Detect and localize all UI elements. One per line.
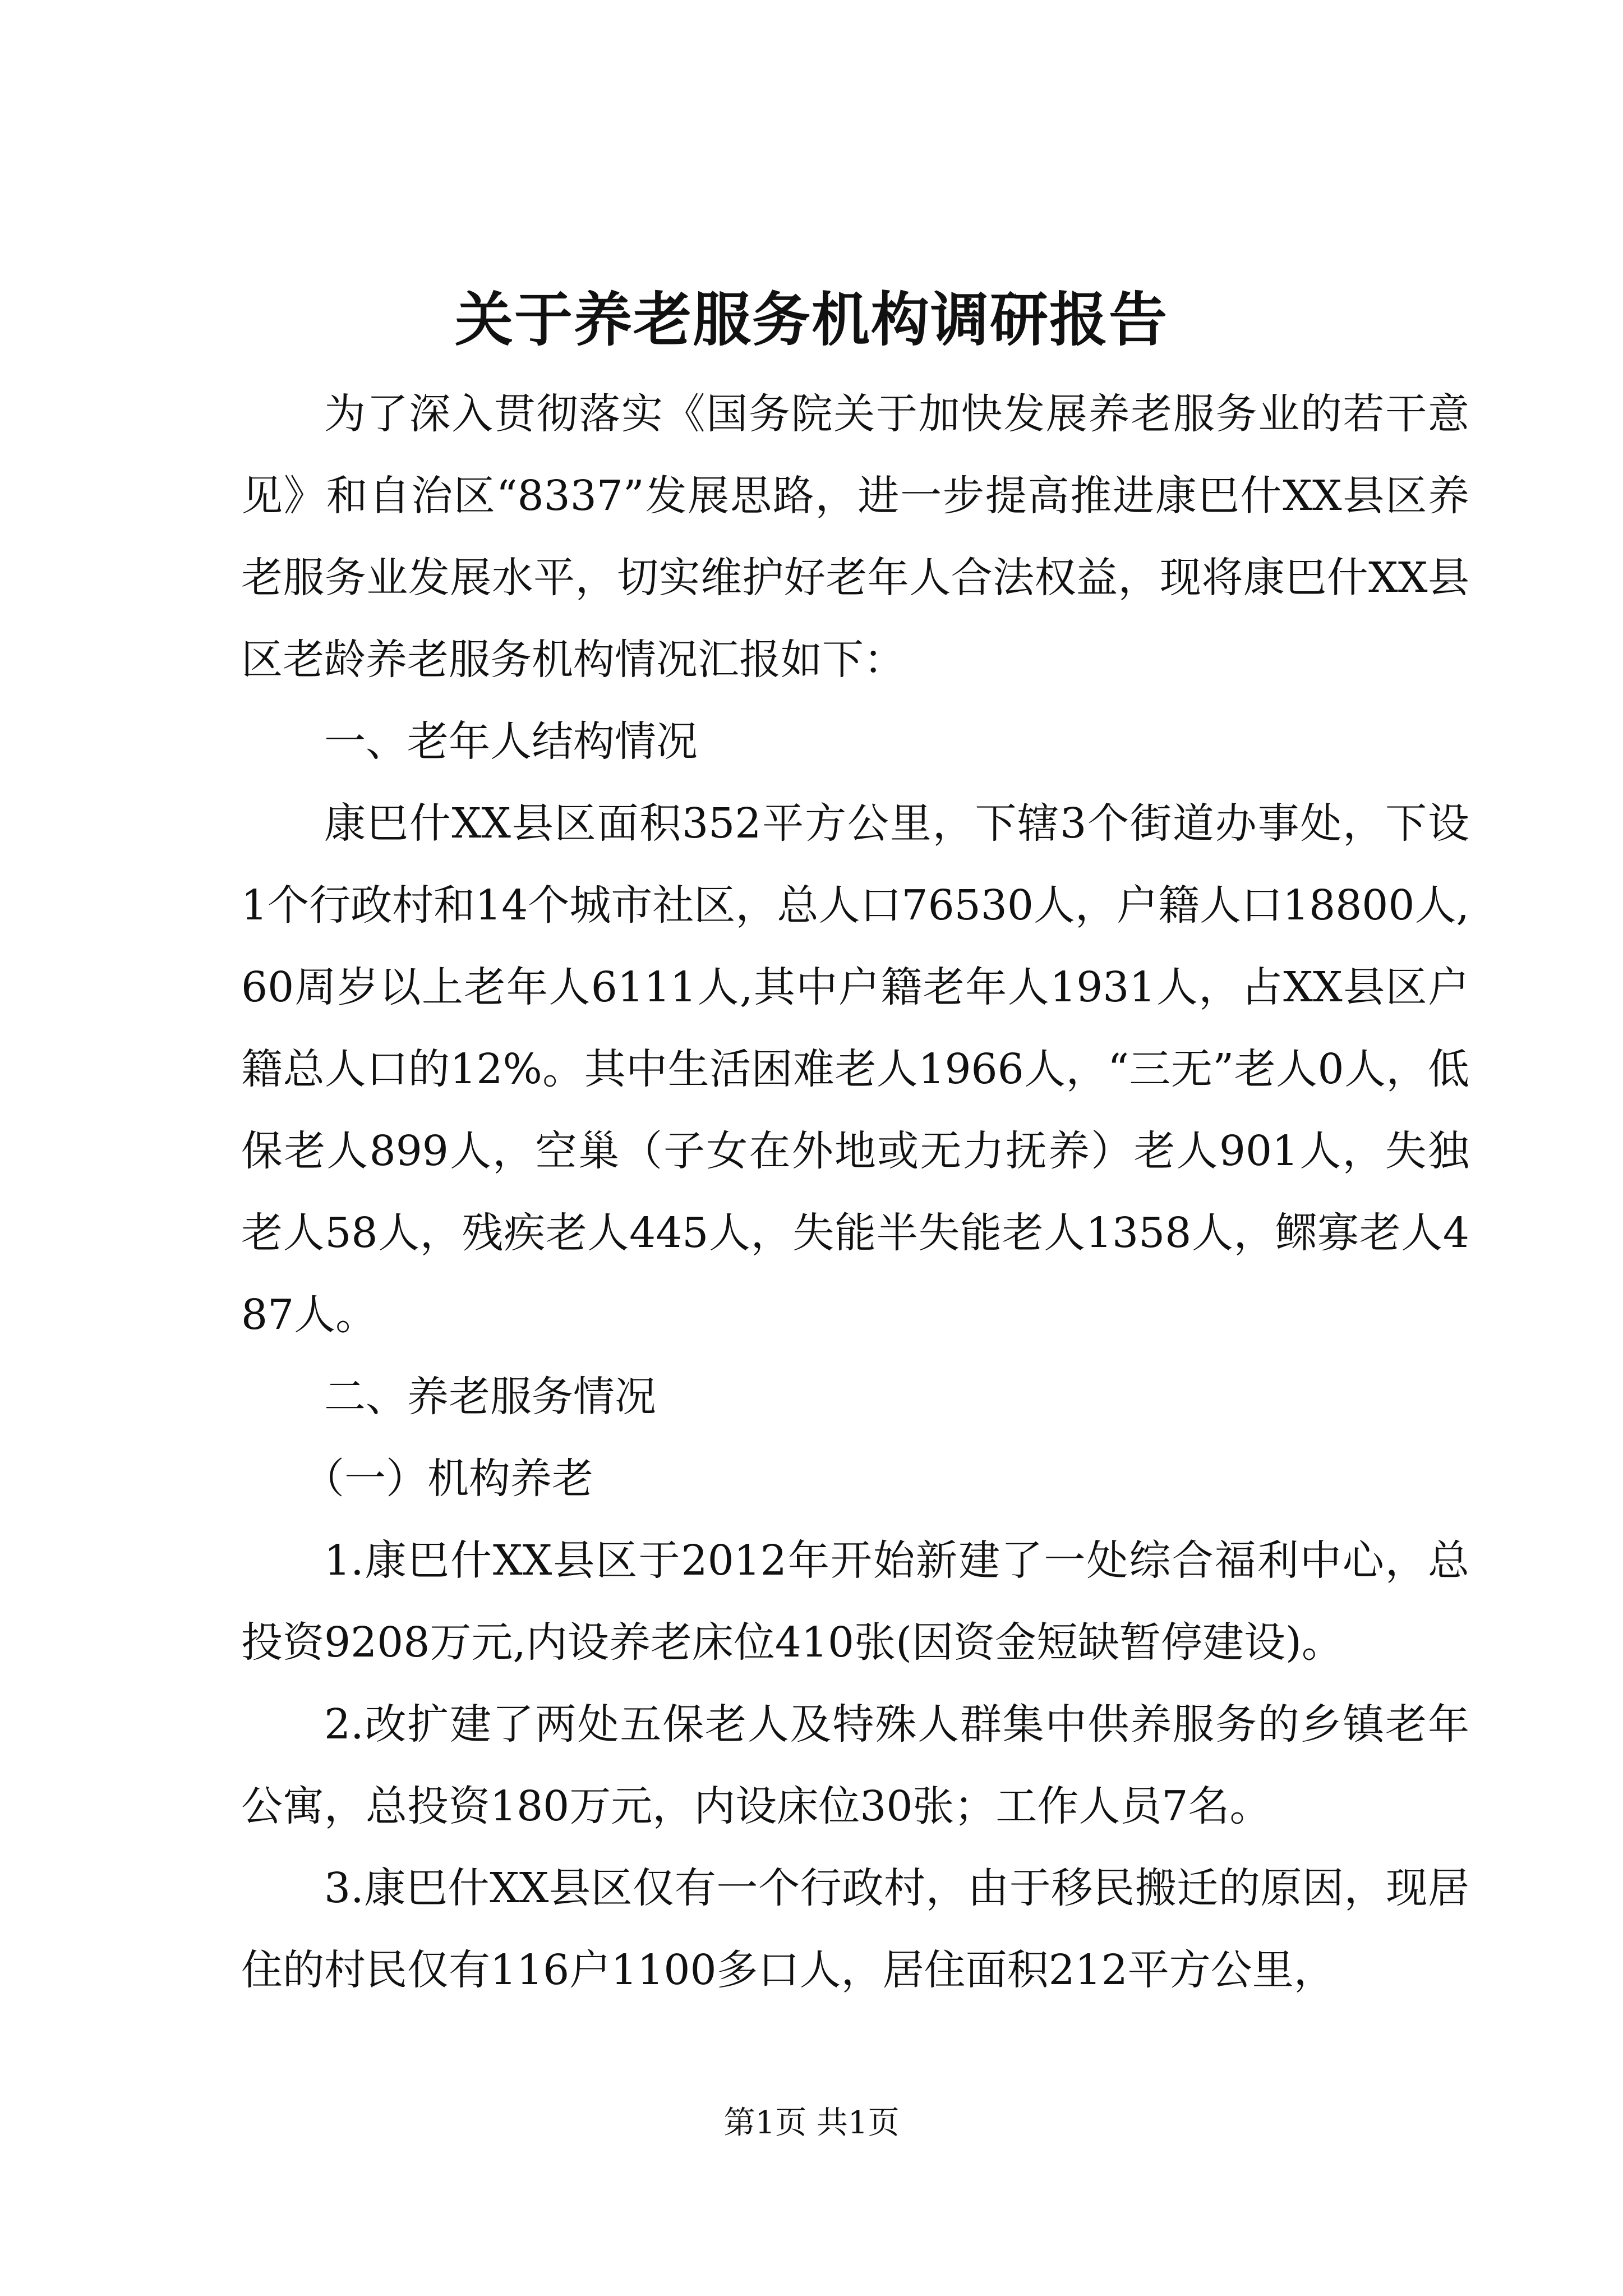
- paragraph-intro: 为了深入贯彻落实《国务院关于加快发展养老服务业的若干意见》和自治区“8337”发展思路，进一步提高推进康巴什XX县区养老服务业发展水平，切实维护好老年人合法权益，现将康巴什XX县区老龄养老服务机构情况汇报如下：: [241, 390, 1469, 684]
- section-heading-elderly-services: 二、养老服务情况: [324, 1373, 656, 1421]
- subsection-heading-institutional-care: （一）机构养老: [303, 1455, 593, 1503]
- paragraph-elderly-structure: 康巴什XX县区面积352平方公里，下辖3个街道办事处，下设1个行政村和14个城市社区，总人口76530人，户籍人口18800人,60周岁以上老年人6111人,其中户籍老年人1931人，占XX县区户籍总人口的12%。其中生活困难老人1966人，“三无”老人0人，低保老人899人，空巢（子女在外地或无力抚养）老人901人，失独老人58人，残疾老人445人，失能半失能老人1358人，鳏寡老人487人。: [241, 799, 1469, 1339]
- page-title: 关于养老服务机构调研报告: [454, 285, 1168, 354]
- document-body: [241, 373, 1469, 2011]
- paragraph-item-2: 2.改扩建了两处五保老人及特殊人群集中供养服务的乡镇老年公寓，总投资180万元，内设床位30张；工作人员7名。: [241, 1700, 1469, 1830]
- section-heading-elderly-structure: 一、老年人结构情况: [324, 717, 698, 766]
- paragraph-item-3: 3.康巴什XX县区仅有一个行政村，由于移民搬迁的原因，现居住的村民仅有116户1100多口人，居住面积212平方公里，: [241, 1864, 1469, 1994]
- page-footer: 第1页 共1页: [723, 2105, 900, 2141]
- paragraph-item-1: 1.康巴什XX县区于2012年开始新建了一处综合福利中心，总投资9208万元,内设养老床位410张(因资金短缺暂停建设)。: [241, 1536, 1469, 1667]
